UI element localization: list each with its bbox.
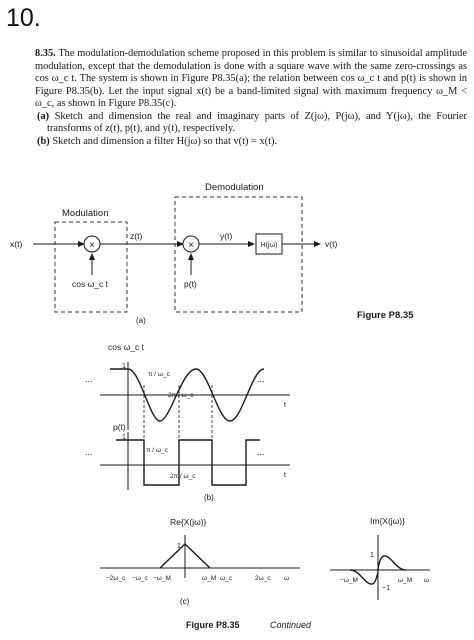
modulator-multiplier-icon (84, 236, 100, 252)
two-pi-over-wc-2: 2π / ω_c (170, 473, 196, 480)
im-tick-w: ω (424, 577, 430, 584)
sublabel-b: (b) (204, 493, 214, 502)
problem-id: 8.35. (35, 48, 56, 59)
figure-caption-continued: Continued (270, 620, 312, 630)
demodulation-box (175, 197, 302, 312)
re-label: Re{X(jω)} (170, 517, 207, 527)
figure-caption-a: Figure P8.35 (357, 310, 414, 321)
modulation-box (55, 222, 127, 312)
tick-mwc: −ω_c (132, 575, 148, 582)
two-pi-over-wc-1: 2π / ω_c (168, 392, 194, 399)
cos-ellipsis-left: ... (85, 374, 93, 384)
y-label: y(t) (220, 231, 233, 241)
part-b-text: Sketch and dimension a filter H(jω) so that v(t) = x(t). (52, 135, 278, 147)
p-ellipsis-right: ... (257, 447, 265, 457)
cos-one: 1 (122, 363, 126, 370)
cos-label: cos ω_c t (108, 342, 144, 352)
svg-text:×: × (89, 240, 95, 251)
tick-2wc: 2ω_c (255, 575, 271, 582)
problem-body: The modulation-demodulation scheme proposed in this problem is similar to sinusoidal amplitude modulation, except that the demodulation is done with a square wave with the same zero-crossings as cos ω_c t. The system is shown in Figure P8.35(a); the relation between cos ω_c t and p(t) is shown in Figure P8.35(b). Let the input signal x(t) be a band-limited signal with maximum frequency ω_M < ω_c, as shown in Figure P8.35(c). (35, 48, 467, 109)
im-tick-mwm: −ω_M (340, 577, 358, 584)
part-a-label: (a) (37, 110, 50, 122)
input-label: x(t) (10, 239, 23, 249)
figure-caption-c: Figure P8.35 (186, 620, 240, 630)
sublabel-a: (a) (136, 316, 146, 325)
filter-label: H(jω) (260, 242, 278, 249)
pi-over-wc-1: π / ω_c (148, 371, 170, 378)
pi-over-wc-2: π / ω_c (146, 447, 168, 454)
sublabel-c: (c) (180, 597, 190, 606)
tick-wc: ω_c (220, 575, 232, 582)
im-one: 1 (370, 552, 374, 559)
spectrum-imag (330, 516, 430, 600)
tick-mwm: −ω_M (153, 575, 171, 582)
im-tick-wm: ω_M (398, 577, 413, 584)
tick-wm: ω_M (202, 575, 217, 582)
problem-number: 10. (6, 4, 41, 32)
im-minus-one: −1 (382, 585, 390, 592)
z-label: z(t) (130, 231, 143, 241)
modulation-label: Modulation (62, 208, 109, 219)
block-diagram (10, 182, 414, 325)
waveforms (85, 342, 290, 502)
tick-w-left: ω (284, 575, 290, 582)
cos-t: t (284, 402, 286, 409)
svg-text:×: × (188, 240, 194, 251)
carrier-label: cos ω_c t (72, 279, 108, 289)
square-label: p(t) (184, 279, 197, 289)
tick-m2wc: −2ω_c (106, 575, 126, 582)
p-ellipsis-left: ... (85, 447, 93, 457)
p-t: t (284, 472, 286, 479)
p-one: 1 (122, 434, 126, 441)
im-label: Im{X(jω)} (370, 516, 405, 526)
demodulator-multiplier-icon (183, 236, 199, 252)
re-one: 1 (177, 543, 181, 550)
cos-ellipsis-right: ... (257, 374, 265, 384)
output-label: v(t) (325, 239, 338, 249)
demodulation-label: Demodulation (205, 182, 264, 193)
part-a-text: Sketch and dimension the real and imaginary parts of Z(jω), P(jω), and Y(jω), the Fourier transforms of z(t), p(t), and y(t), respectively. (47, 110, 467, 134)
part-b-label: (b) (37, 135, 50, 147)
spectrum-real (100, 517, 300, 582)
p-label: p(t) (113, 422, 126, 432)
